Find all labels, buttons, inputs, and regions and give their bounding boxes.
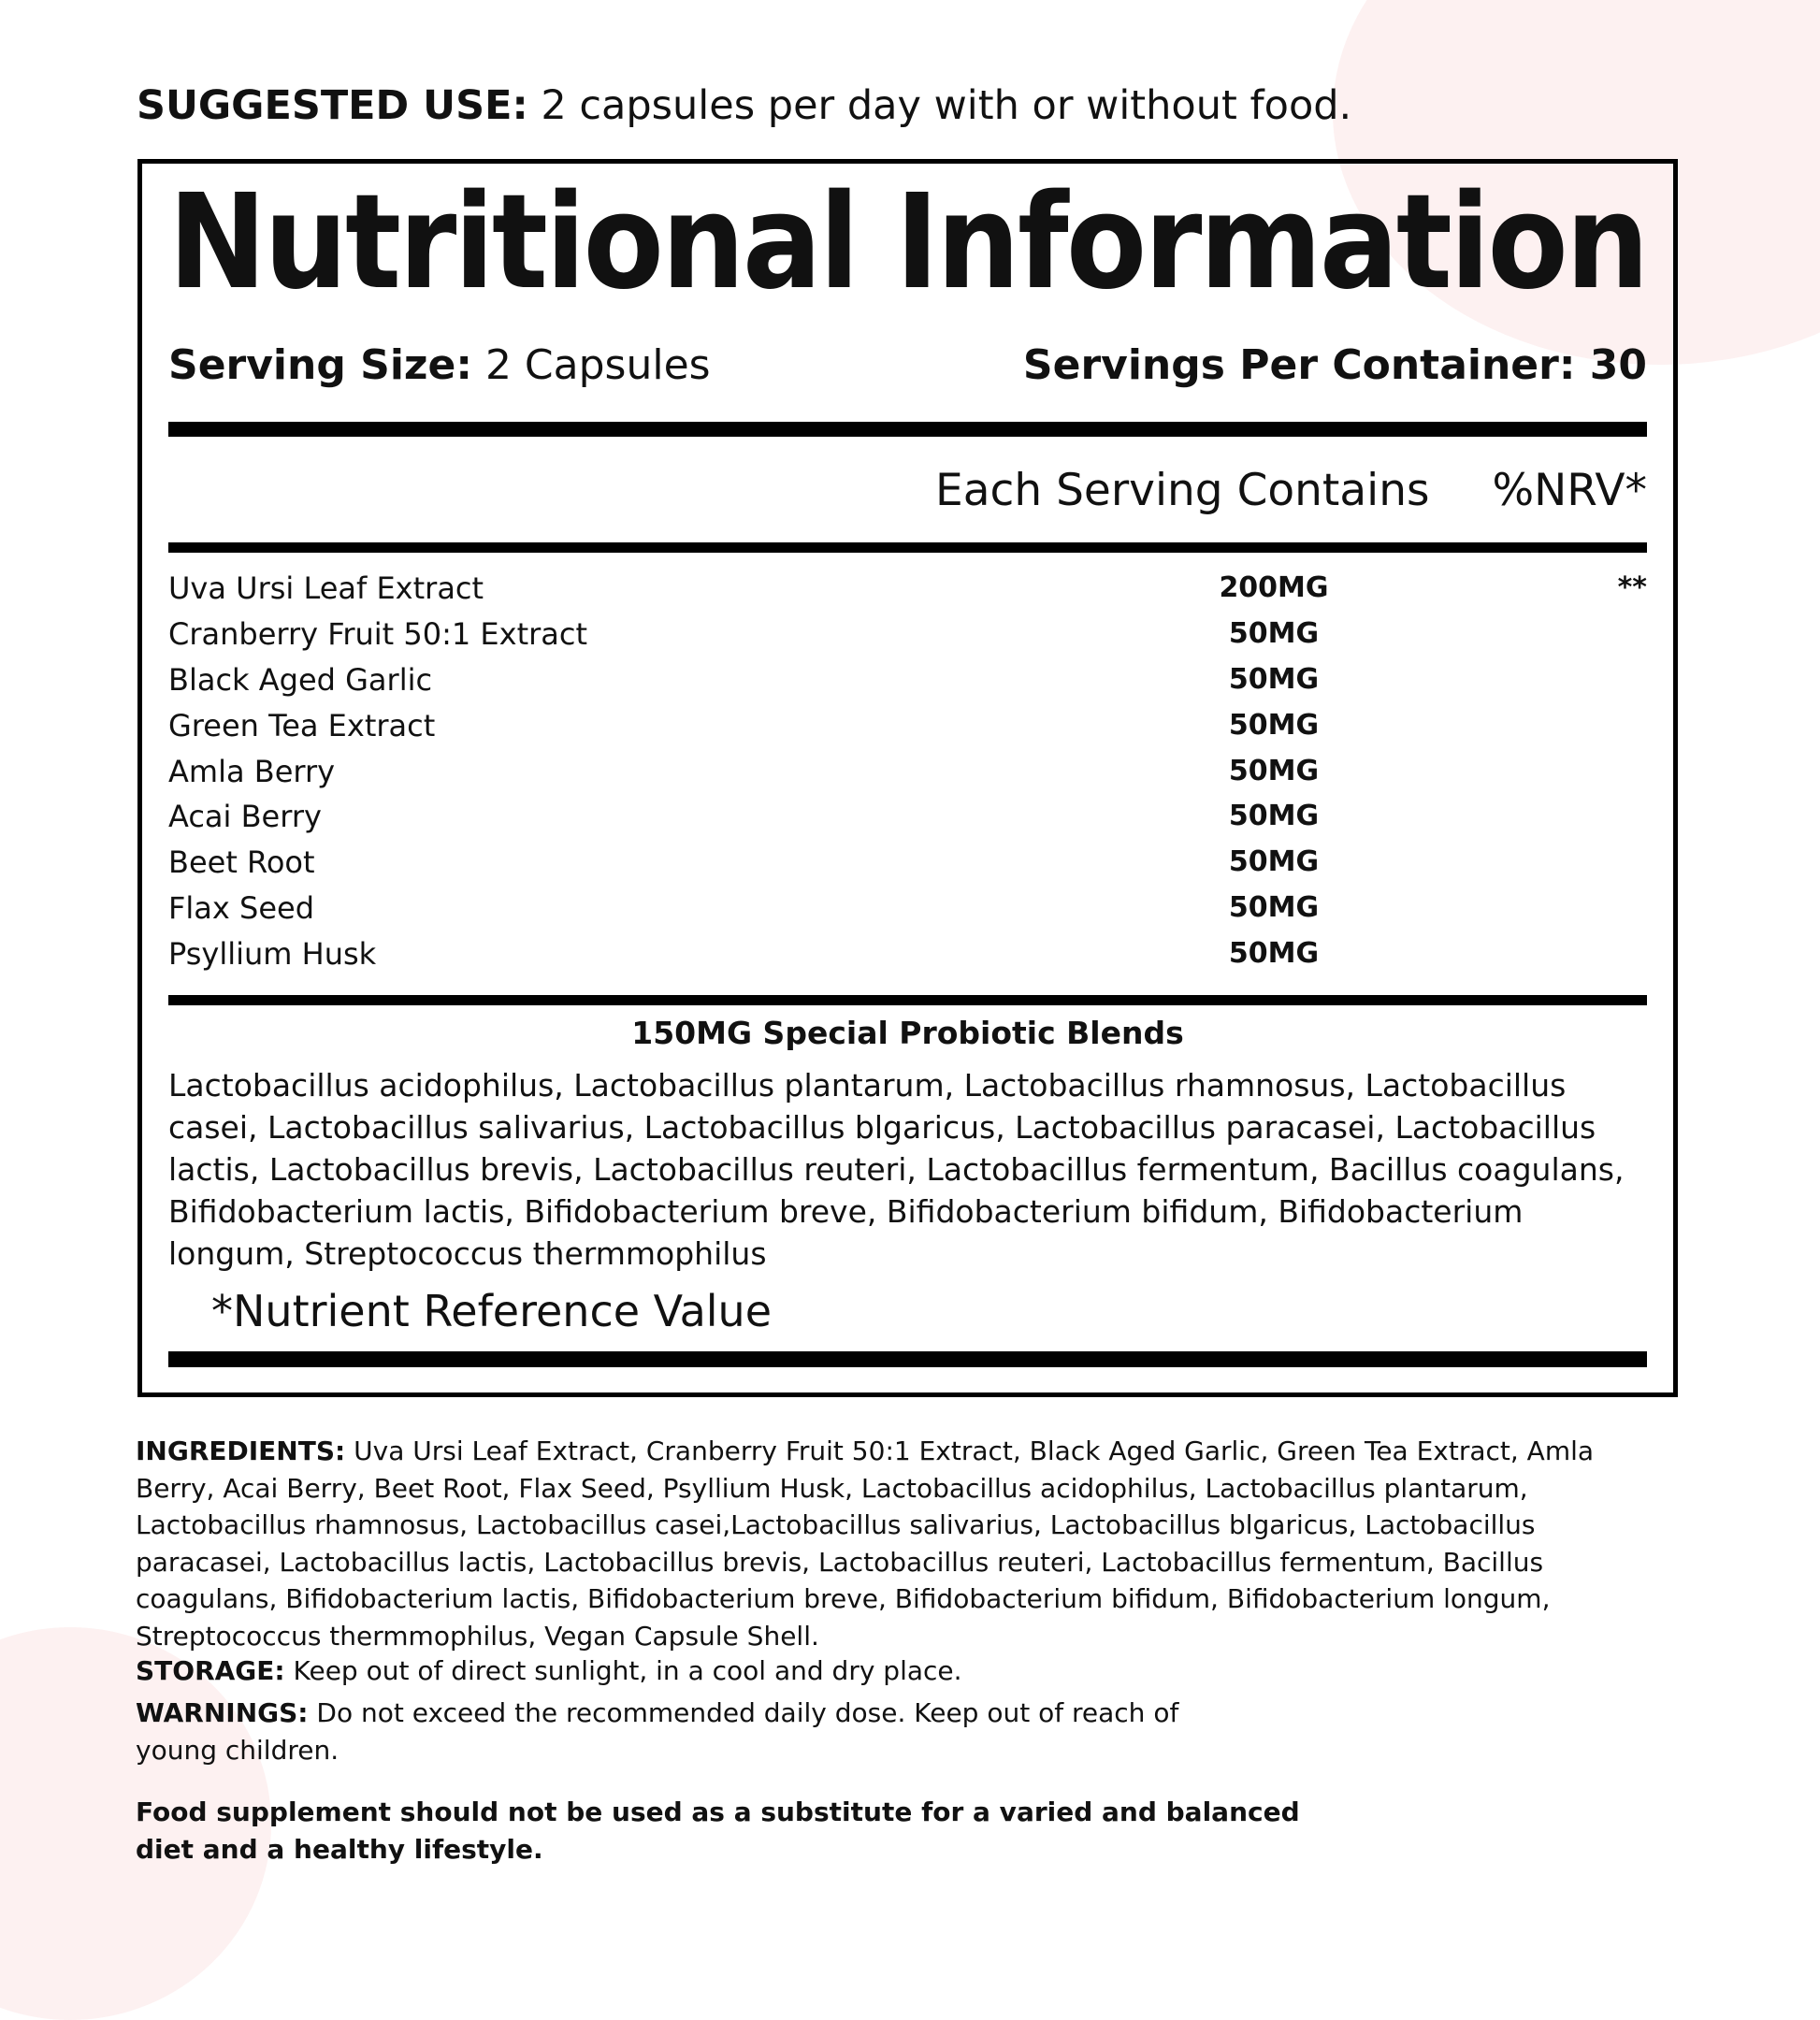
ingredient-amount: 50MG bbox=[1228, 754, 1320, 787]
table-row bbox=[168, 612, 1647, 657]
divider bbox=[168, 542, 1647, 553]
ingredient-table bbox=[168, 566, 1647, 977]
nrv-footnote: *Nutrient Reference Value bbox=[211, 1286, 772, 1336]
ingredient-amount: 50MG bbox=[1228, 845, 1320, 879]
divider bbox=[168, 995, 1647, 1005]
table-row bbox=[168, 794, 1647, 840]
storage-label: STORAGE: bbox=[136, 1655, 285, 1686]
table-row bbox=[168, 566, 1647, 612]
table-row bbox=[168, 749, 1647, 795]
suggested-use-label: SUGGESTED USE: bbox=[137, 82, 528, 129]
table-row bbox=[168, 703, 1647, 749]
ingredient-amount: 50MG bbox=[1228, 800, 1320, 833]
ingredient-name: Uva Ursi Leaf Extract bbox=[168, 570, 484, 606]
column-header-nrv: %NRV* bbox=[1492, 465, 1647, 516]
warnings-statement bbox=[136, 1695, 1258, 1768]
ingredient-nrv: ** bbox=[1617, 571, 1647, 604]
ingredients-text: Uva Ursi Leaf Extract, Cranberry Fruit 50:1 Extract, Black Aged Garlic, Green Tea Extract, Amla Berry, Acai Berry, Beet Root, Flax Seed, Psyllium Husk, Lactobacillus acidophilus, Lactobacillus plantarum, Lactobacillus rhamnosus, Lactobacillus casei,Lactobacillus salivarius, Lactobacillus blgaricus, Lactobacillus paracasei, Lactobacillus lactis, Lactobacillus brevis, Lactobacillus reuteri, Lactobacillus fermentum, Bacillus coagulans, Bifidobacterium lactis, Bifidobacterium breve, Bifidobacterium bifidum, Bifidobacterium longum, Streptococcus thermmophilus, Vegan Capsule Shell. bbox=[136, 1436, 1595, 1652]
ingredient-amount: 50MG bbox=[1228, 708, 1320, 742]
ingredient-amount: 200MG bbox=[1219, 571, 1329, 604]
disclaimer: Food supplement should not be used as a substitute for a varied and balanced diet and a healthy lifestyle. bbox=[136, 1796, 1300, 1865]
ingredient-name: Acai Berry bbox=[168, 799, 322, 835]
ingredient-name: Flax Seed bbox=[168, 890, 315, 927]
storage-statement bbox=[136, 1652, 1679, 1690]
ingredient-amount: 50MG bbox=[1228, 891, 1320, 925]
serving-size-label: Serving Size: bbox=[168, 341, 472, 389]
table-row bbox=[168, 886, 1647, 931]
ingredients-label: INGREDIENTS: bbox=[136, 1436, 346, 1466]
panel-title: Nutritional Information bbox=[168, 166, 1647, 319]
table-row bbox=[168, 657, 1647, 703]
ingredient-amount: 50MG bbox=[1228, 937, 1320, 971]
suggested-use-text: 2 capsules per day with or without food. bbox=[541, 82, 1352, 129]
divider-thick bbox=[168, 422, 1647, 437]
ingredient-name: Cranberry Fruit 50:1 Extract bbox=[168, 615, 588, 652]
serving-size-value: 2 Capsules bbox=[484, 341, 711, 389]
ingredient-name: Black Aged Garlic bbox=[168, 661, 433, 698]
column-header-amount: Each Serving Contains bbox=[935, 465, 1430, 516]
table-row bbox=[168, 840, 1647, 886]
ingredient-name: Beet Root bbox=[168, 844, 315, 881]
ingredient-amount: 50MG bbox=[1228, 662, 1320, 696]
table-row bbox=[168, 931, 1647, 977]
warnings-label: WARNINGS: bbox=[136, 1697, 309, 1728]
ingredients-statement bbox=[136, 1433, 1679, 1654]
warnings-text: Do not exceed the recommended daily dose. Keep out of reach of young children. bbox=[136, 1697, 1179, 1766]
nutrition-panel bbox=[137, 159, 1678, 1397]
servings-per-container: Servings Per Container: 30 bbox=[1022, 341, 1647, 389]
ingredient-name: Green Tea Extract bbox=[168, 707, 436, 743]
divider-thick bbox=[168, 1351, 1647, 1367]
ingredient-name: Amla Berry bbox=[168, 753, 336, 789]
ingredient-amount: 50MG bbox=[1228, 616, 1320, 650]
probiotic-list: Lactobacillus acidophilus, Lactobacillus plantarum, Lactobacillus rhamnosus, Lactobacillus casei, Lactobacillus salivarius, Lactobacillus blgaricus, Lactobacillus paracasei, Lactobacillus lactis, Lactobacillus brevis, Lactobacillus reuteri, Lactobacillus fermentum, Bacillus coagulans, Bifidobacterium lactis, Bifidobacterium breve, Bifidobacterium bifidum, Bifidobacterium longum, Streptococcus thermmophilus bbox=[168, 1067, 1625, 1272]
ingredient-name: Psyllium Husk bbox=[168, 936, 377, 973]
probiotic-title: 150MG Special Probiotic Blends bbox=[631, 1015, 1184, 1051]
suggested-use bbox=[137, 82, 1351, 129]
storage-text: Keep out of direct sunlight, in a cool and dry place. bbox=[293, 1655, 962, 1686]
serving-row bbox=[168, 341, 1647, 389]
serving-size bbox=[168, 341, 711, 389]
